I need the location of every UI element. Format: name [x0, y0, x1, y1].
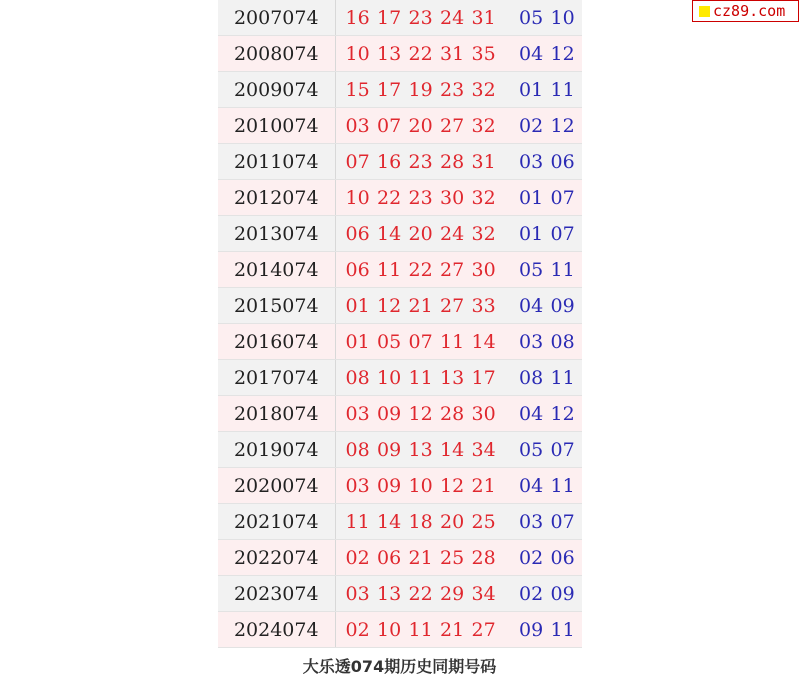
- red-ball-number: 23: [408, 150, 433, 173]
- red-ball-number: 32: [471, 222, 496, 245]
- red-ball-number: 27: [440, 294, 465, 317]
- red-ball-number: 10: [377, 366, 402, 389]
- red-ball-number: 09: [377, 474, 402, 497]
- draw-numbers: [336, 259, 583, 281]
- blue-ball-number: 07: [550, 186, 575, 209]
- issue-number: 2018074: [218, 396, 336, 431]
- blue-ball-number: 01: [519, 78, 544, 101]
- blue-ball-number: 02: [519, 582, 544, 605]
- issue-number: 2020074: [218, 468, 336, 503]
- draw-numbers: [336, 439, 583, 461]
- red-ball-number: 07: [345, 150, 370, 173]
- red-ball-number: 08: [345, 366, 370, 389]
- red-ball-number: 31: [471, 150, 496, 173]
- red-ball-number: 16: [345, 6, 370, 29]
- blue-ball-number: 06: [550, 546, 575, 569]
- issue-number: 2022074: [218, 540, 336, 575]
- table-row: [218, 0, 582, 36]
- blue-ball-number: 06: [550, 150, 575, 173]
- red-ball-number: 19: [408, 78, 433, 101]
- red-ball-number: 06: [345, 258, 370, 281]
- red-ball-number: 02: [345, 618, 370, 641]
- table-row: [218, 324, 582, 360]
- table-row: [218, 360, 582, 396]
- red-ball-number: 27: [471, 618, 496, 641]
- red-ball-number: 27: [440, 258, 465, 281]
- red-ball-number: 24: [440, 6, 465, 29]
- blue-ball-number: 12: [550, 402, 575, 425]
- issue-number: 2023074: [218, 576, 336, 611]
- red-ball-number: 12: [377, 294, 402, 317]
- draw-numbers: [336, 547, 583, 569]
- blue-ball-number: 05: [519, 258, 544, 281]
- blue-ball-number: 01: [519, 186, 544, 209]
- red-ball-number: 13: [408, 438, 433, 461]
- red-ball-number: 02: [345, 546, 370, 569]
- red-ball-number: 10: [377, 618, 402, 641]
- blue-ball-number: 07: [550, 222, 575, 245]
- red-ball-number: 30: [440, 186, 465, 209]
- red-ball-number: 29: [440, 582, 465, 605]
- red-ball-number: 13: [440, 366, 465, 389]
- draw-numbers: [336, 295, 583, 317]
- red-ball-number: 10: [345, 42, 370, 65]
- issue-number: 2013074: [218, 216, 336, 251]
- blue-ball-number: 07: [550, 510, 575, 533]
- table-row: [218, 108, 582, 144]
- red-ball-number: 08: [345, 438, 370, 461]
- red-ball-number: 17: [377, 6, 402, 29]
- red-ball-number: 27: [440, 114, 465, 137]
- blue-ball-number: 04: [519, 42, 544, 65]
- red-ball-number: 13: [377, 582, 402, 605]
- draw-numbers: [336, 367, 583, 389]
- table-row: [218, 180, 582, 216]
- red-ball-number: 32: [471, 78, 496, 101]
- red-ball-number: 07: [377, 114, 402, 137]
- blue-ball-number: 11: [550, 474, 575, 497]
- red-ball-number: 14: [377, 510, 402, 533]
- blue-ball-number: 03: [519, 330, 544, 353]
- red-ball-number: 32: [471, 186, 496, 209]
- red-ball-number: 14: [440, 438, 465, 461]
- red-ball-number: 21: [471, 474, 496, 497]
- blue-ball-number: 08: [550, 330, 575, 353]
- red-ball-number: 06: [377, 546, 402, 569]
- red-ball-number: 15: [345, 78, 370, 101]
- blue-ball-number: 08: [519, 366, 544, 389]
- red-ball-number: 23: [440, 78, 465, 101]
- red-ball-number: 16: [377, 150, 402, 173]
- red-ball-number: 18: [408, 510, 433, 533]
- red-ball-number: 21: [440, 618, 465, 641]
- issue-number: 2012074: [218, 180, 336, 215]
- red-ball-number: 10: [345, 186, 370, 209]
- draw-numbers: [336, 331, 583, 353]
- draw-numbers: [336, 475, 583, 497]
- issue-number: 2008074: [218, 36, 336, 71]
- blue-ball-number: 02: [519, 546, 544, 569]
- blue-ball-number: 05: [519, 438, 544, 461]
- issue-number: 2010074: [218, 108, 336, 143]
- issue-number: 2019074: [218, 432, 336, 467]
- blue-ball-number: 04: [519, 402, 544, 425]
- blue-ball-number: 09: [519, 618, 544, 641]
- red-ball-number: 03: [345, 582, 370, 605]
- draw-numbers: [336, 43, 583, 65]
- blue-ball-number: 02: [519, 114, 544, 137]
- table-row: [218, 72, 582, 108]
- red-ball-number: 22: [408, 42, 433, 65]
- red-ball-number: 25: [471, 510, 496, 533]
- table-row: [218, 576, 582, 612]
- issue-number: 2016074: [218, 324, 336, 359]
- draw-numbers: [336, 79, 583, 101]
- red-ball-number: 09: [377, 438, 402, 461]
- blue-ball-number: 07: [550, 438, 575, 461]
- blue-ball-number: 11: [550, 618, 575, 641]
- blue-ball-number: 11: [550, 78, 575, 101]
- red-ball-number: 01: [345, 330, 370, 353]
- draw-numbers: [336, 7, 583, 29]
- draw-numbers: [336, 223, 583, 245]
- red-ball-number: 30: [471, 402, 496, 425]
- red-ball-number: 23: [408, 6, 433, 29]
- issue-number: 2024074: [218, 612, 336, 647]
- table-row: [218, 252, 582, 288]
- draw-numbers: [336, 511, 583, 533]
- red-ball-number: 22: [408, 582, 433, 605]
- red-ball-number: 03: [345, 114, 370, 137]
- red-ball-number: 03: [345, 474, 370, 497]
- issue-number: 2015074: [218, 288, 336, 323]
- red-ball-number: 28: [440, 150, 465, 173]
- red-ball-number: 20: [408, 222, 433, 245]
- blue-ball-number: 12: [550, 42, 575, 65]
- red-ball-number: 12: [440, 474, 465, 497]
- issue-number: 2017074: [218, 360, 336, 395]
- blue-ball-number: 03: [519, 510, 544, 533]
- draw-numbers: [336, 583, 583, 605]
- red-ball-number: 17: [377, 78, 402, 101]
- table-row: [218, 288, 582, 324]
- blue-ball-number: 12: [550, 114, 575, 137]
- blue-ball-number: 05: [519, 6, 544, 29]
- red-ball-number: 12: [408, 402, 433, 425]
- red-ball-number: 10: [408, 474, 433, 497]
- red-ball-number: 21: [408, 546, 433, 569]
- red-ball-number: 28: [440, 402, 465, 425]
- red-ball-number: 31: [440, 42, 465, 65]
- draw-numbers: [336, 403, 583, 425]
- blue-ball-number: 11: [550, 258, 575, 281]
- table-row: [218, 36, 582, 72]
- table-row: [218, 144, 582, 180]
- red-ball-number: 11: [377, 258, 402, 281]
- red-ball-number: 14: [471, 330, 496, 353]
- blue-ball-number: 10: [550, 6, 575, 29]
- red-ball-number: 11: [408, 366, 433, 389]
- blue-ball-number: 09: [550, 294, 575, 317]
- red-ball-number: 35: [471, 42, 496, 65]
- table-row: [218, 396, 582, 432]
- blue-ball-number: 03: [519, 150, 544, 173]
- red-ball-number: 17: [471, 366, 496, 389]
- draw-numbers: [336, 151, 583, 173]
- red-ball-number: 25: [440, 546, 465, 569]
- draw-numbers: [336, 115, 583, 137]
- red-ball-number: 23: [408, 186, 433, 209]
- red-ball-number: 06: [345, 222, 370, 245]
- red-ball-number: 34: [471, 438, 496, 461]
- issue-number: 2009074: [218, 72, 336, 107]
- red-ball-number: 20: [440, 510, 465, 533]
- red-ball-number: 20: [408, 114, 433, 137]
- red-ball-number: 33: [471, 294, 496, 317]
- red-ball-number: 30: [471, 258, 496, 281]
- red-ball-number: 22: [408, 258, 433, 281]
- history-table: [218, 0, 582, 648]
- logo-square-icon: [699, 6, 710, 17]
- red-ball-number: 11: [440, 330, 465, 353]
- table-row: [218, 540, 582, 576]
- blue-ball-number: 09: [550, 582, 575, 605]
- red-ball-number: 03: [345, 402, 370, 425]
- red-ball-number: 21: [408, 294, 433, 317]
- red-ball-number: 11: [345, 510, 370, 533]
- draw-numbers: [336, 619, 583, 641]
- logo-text: cz89.com: [713, 2, 786, 20]
- blue-ball-number: 01: [519, 222, 544, 245]
- issue-number: 2014074: [218, 252, 336, 287]
- blue-ball-number: 11: [550, 366, 575, 389]
- issue-number: 2007074: [218, 0, 336, 35]
- red-ball-number: 32: [471, 114, 496, 137]
- table-row: [218, 468, 582, 504]
- red-ball-number: 05: [377, 330, 402, 353]
- issue-number: 2011074: [218, 144, 336, 179]
- red-ball-number: 09: [377, 402, 402, 425]
- table-row: [218, 612, 582, 648]
- issue-number: 2021074: [218, 504, 336, 539]
- table-row: [218, 432, 582, 468]
- red-ball-number: 24: [440, 222, 465, 245]
- image-caption: 大乐透074期历史同期号码: [302, 657, 497, 676]
- red-ball-number: 31: [471, 6, 496, 29]
- red-ball-number: 14: [377, 222, 402, 245]
- red-ball-number: 28: [471, 546, 496, 569]
- blue-ball-number: 04: [519, 474, 544, 497]
- red-ball-number: 34: [471, 582, 496, 605]
- table-row: [218, 216, 582, 252]
- red-ball-number: 22: [377, 186, 402, 209]
- table-row: [218, 504, 582, 540]
- red-ball-number: 11: [408, 618, 433, 641]
- red-ball-number: 01: [345, 294, 370, 317]
- blue-ball-number: 04: [519, 294, 544, 317]
- draw-numbers: [336, 187, 583, 209]
- red-ball-number: 13: [377, 42, 402, 65]
- site-logo[interactable]: [692, 0, 799, 22]
- red-ball-number: 07: [408, 330, 433, 353]
